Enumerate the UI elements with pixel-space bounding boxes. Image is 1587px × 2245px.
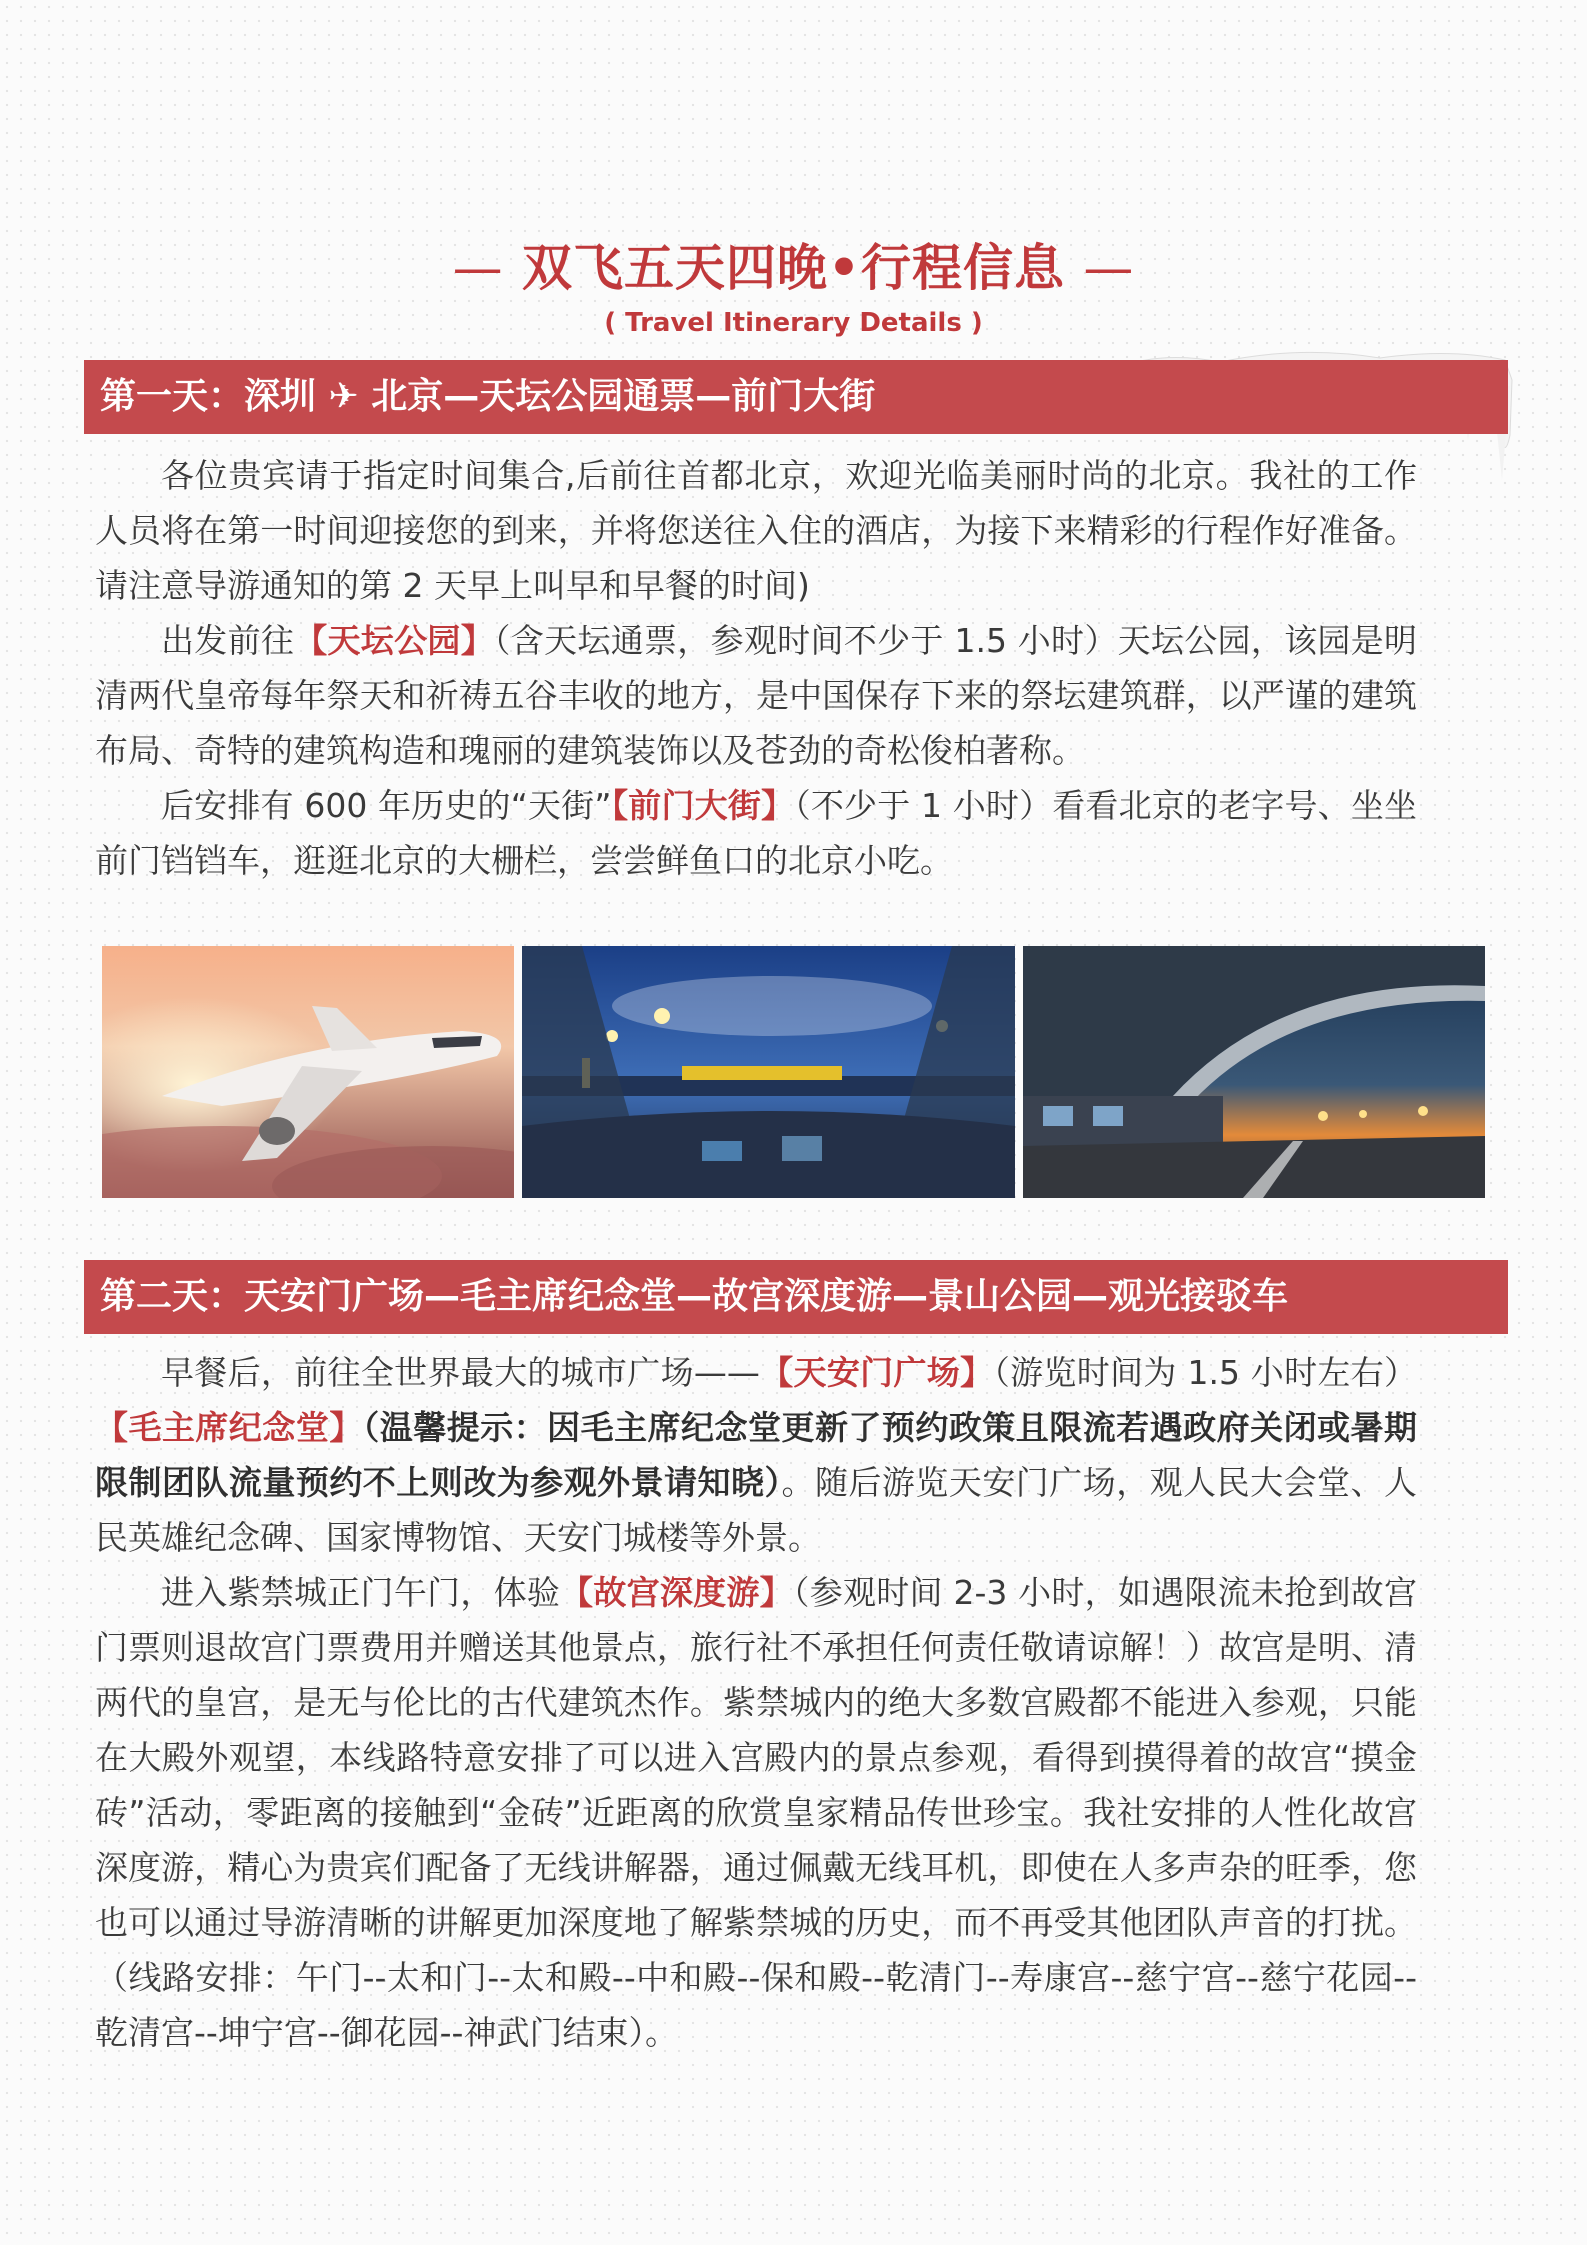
page-title [0, 228, 1587, 300]
forbidden-city-highlight: 【故宫深度游】 [560, 1573, 793, 1612]
day2-p1-text-c: 。随后游览天安门广场，观人民大会堂、人民英雄纪念碑、国家博物馆、天安门城楼等外景。 [95, 1463, 1418, 1557]
day1-p3-text-a: 后安排有 600 年历史的“天街” [161, 786, 612, 825]
day1-p3-text-b: （不少于 1 小时）看看北京的老字号、坐坐前门铛铛车，逛逛北京的大栅栏，尝尝鲜鱼口的北京小吃。 [95, 786, 1417, 880]
day2-paragraph-2 [95, 1565, 1417, 2060]
day1-p2-text-a: 出发前往 [161, 621, 295, 660]
photo-strip [102, 946, 1485, 1198]
reservation-notice: （温馨提示：因毛主席纪念堂更新了预约政策且限流若遇政府关闭或暑期限制团队流量预约不上则改为参观外景请知晓） [95, 1408, 1418, 1502]
airplane-photo [102, 946, 514, 1198]
day2-banner: 第二天：天安门广场—毛主席纪念堂—故宫深度游—景山公园—观光接驳车 [84, 1260, 1508, 1334]
tiananmen-square-highlight: 【天安门广场】 [759, 1353, 994, 1392]
title-text: 双飞五天四晚•行程信息 [522, 239, 1065, 297]
temple-of-heaven-highlight: 【天坛公园】 [294, 621, 494, 660]
airport-terminal-photo [1023, 946, 1485, 1198]
day1-text [95, 448, 1417, 888]
day1-paragraph-3 [95, 778, 1417, 888]
title-dash-left: — [452, 239, 504, 297]
day1-paragraph-2 [95, 613, 1417, 778]
page-subtitle: ( Travel Itinerary Details ) [604, 308, 983, 338]
day2-p1-text-a: 早餐后，前往全世界最大的城市广场—— [161, 1353, 760, 1392]
mao-memorial-highlight: 【毛主席纪念堂】 [95, 1408, 363, 1447]
day2-text [95, 1345, 1417, 2060]
day1-p2-text-b: （含天坛通票，参观时间不少于 1.5 小时）天坛公园，该园是明清两代皇帝每年祭天和祈祷五谷丰收的地方，是中国保存下来的祭坛建筑群，以严谨的建筑布局、奇特的建筑构造和瑰丽的建筑装饰以及苍劲的奇松俊柏著称。 [95, 621, 1418, 770]
qianmen-street-highlight: 【前门大街】 [611, 786, 795, 825]
day2-p2-text-a: 进入紫禁城正门午门，体验 [161, 1573, 561, 1612]
day2-p1-text-b: （游览时间为 1.5 小时左右） [993, 1353, 1417, 1392]
airport-apron-photo [522, 946, 1015, 1198]
day2-paragraph-1 [95, 1345, 1417, 1565]
day2-p2-text-b: （参观时间 2-3 小时，如遇限流未抢到故宫门票则退故宫门票费用并赠送其他景点，旅行社不承担任何责任敬请谅解！）故宫是明、清两代的皇宫，是无与伦比的古代建筑杰作。紫禁城内的绝大多数宫殿都不能进入参观，只能在大殿外观望，本线路特意安排了可以进入宫殿内的景点参观，看得到摸得着的故宫“摸金砖”活动，零距离的接触到“金砖”近距离的欣赏皇家精品传世珍宝。我社安排的人性化故宫深度游，精心为贵宾们配备了无线讲解器，通过佩戴无线耳机，即使在人多声杂的旺季，您也可以通过导游清晰的讲解更加深度地了解紫禁城的历史，而不再受其他团队声音的打扰。（线路安排：午门--太和门--太和殿--中和殿--保和殿--乾清门--寿康宫--慈宁宫--慈宁花园--乾清宫--坤宁宫--御花园--神武门结束）。 [95, 1573, 1418, 2052]
title-dash-right: — [1083, 239, 1135, 297]
day1-banner: 第一天：深圳 ✈ 北京—天坛公园通票—前门大街 [84, 360, 1508, 434]
day1-paragraph-1: 各位贵宾请于指定时间集合,后前往首都北京，欢迎光临美丽时尚的北京。我社的工作人员将在第一时间迎接您的到来，并将您送往入住的酒店，为接下来精彩的行程作好准备。请注意导游通知的第 2 天早上叫早和早餐的时间) [95, 456, 1417, 605]
